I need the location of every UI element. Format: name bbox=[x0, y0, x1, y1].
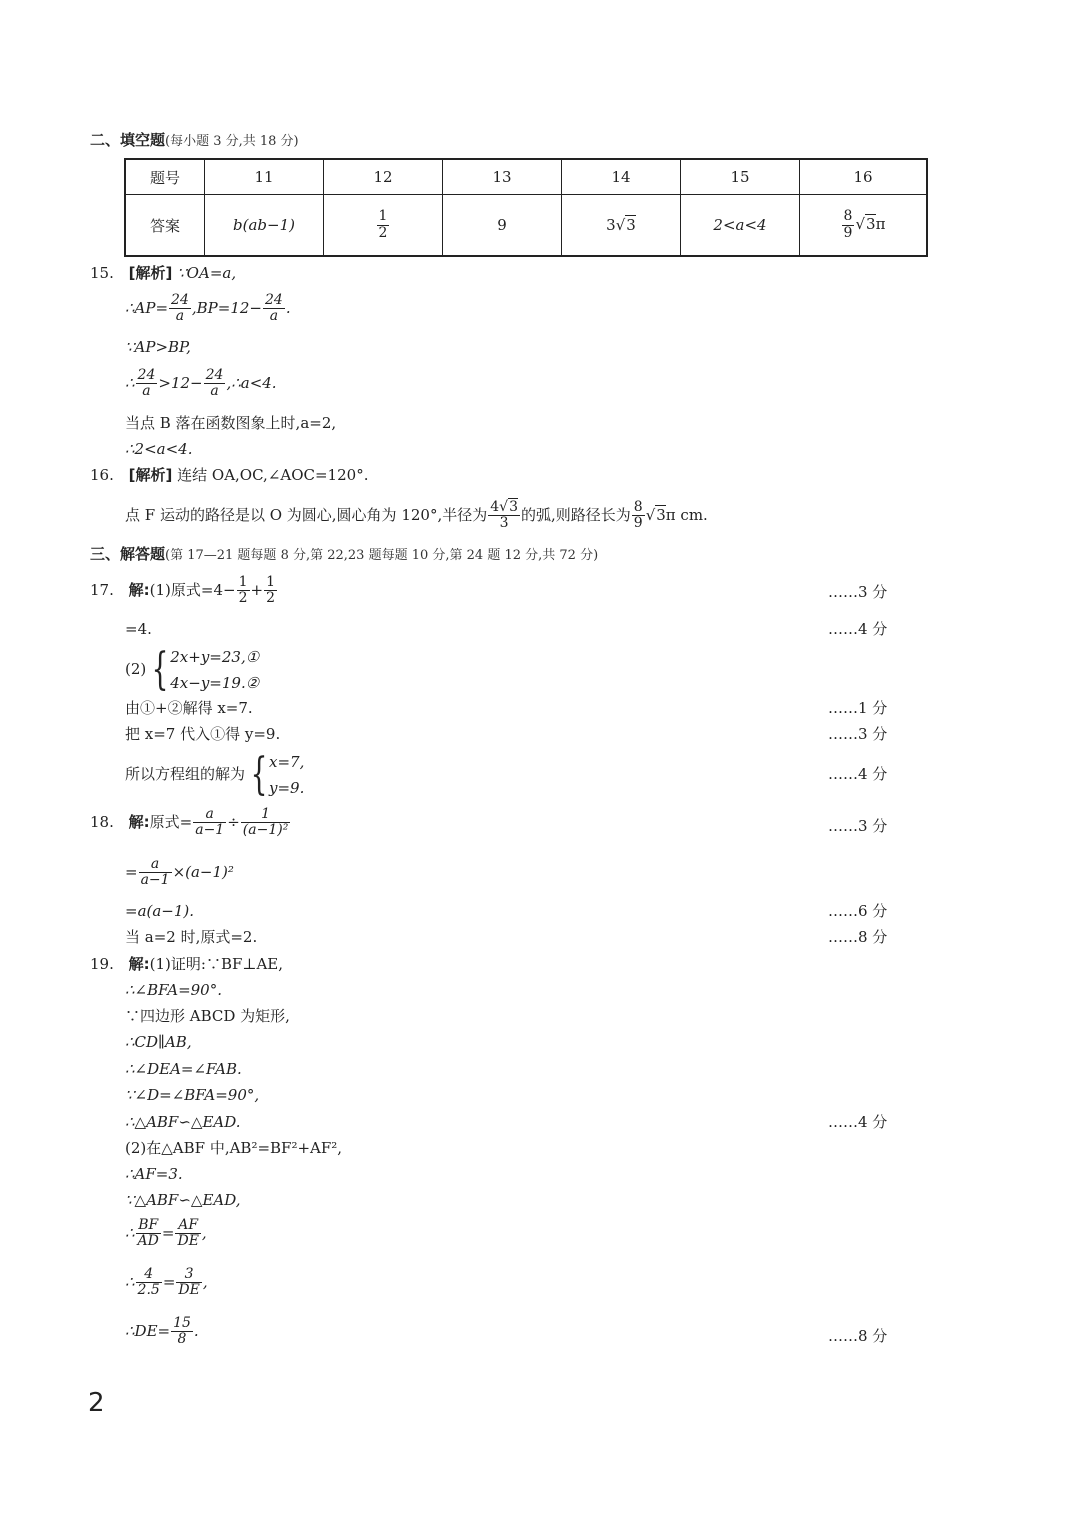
section-3-title: 三、解答题 bbox=[90, 545, 166, 563]
fraction-numerator: 4 bbox=[136, 1267, 162, 1283]
q19-line-3: ∵四边形 ABCD 为矩形, bbox=[125, 1007, 290, 1025]
fraction-denominator: 9 bbox=[633, 515, 643, 532]
answer-table bbox=[124, 158, 928, 257]
fraction-denominator: DE bbox=[178, 1282, 200, 1299]
fraction-denominator: AD bbox=[137, 1233, 159, 1250]
q15-number: 15. bbox=[90, 264, 114, 282]
fraction-numerator: 1 bbox=[241, 807, 291, 823]
q19-l13-c: . bbox=[193, 1321, 199, 1340]
q16-line-2 bbox=[125, 500, 708, 532]
q19-line-9: ∴AF=3. bbox=[125, 1165, 183, 1183]
q18-score-3: ……6 分 bbox=[828, 902, 888, 920]
q19-line-11 bbox=[125, 1218, 207, 1250]
answer-16-radicand: 3 bbox=[866, 215, 876, 233]
q19-score-13: ……8 分 bbox=[828, 1327, 888, 1345]
answer-14-radicand: 3 bbox=[626, 216, 636, 234]
fraction-numerator: 24 bbox=[137, 367, 156, 383]
q19-line-7: ∴△ABF∽△EAD. bbox=[125, 1113, 241, 1131]
q19-line-8: (2)在△ABF 中,AB²=BF²+AF², bbox=[125, 1139, 343, 1157]
q15-line-3: ∵AP>BP, bbox=[125, 338, 191, 356]
fraction-numerator: 8 bbox=[633, 499, 643, 515]
q16-l2-b: 的弧,则路径长为 bbox=[520, 505, 631, 524]
section-3-heading bbox=[90, 547, 598, 562]
fraction-denominator: a−1 bbox=[195, 822, 225, 839]
q18-l2-b: ×(a−1)² bbox=[172, 862, 234, 881]
q15-tag: [解析] bbox=[128, 264, 173, 282]
q17-line-5: 把 x=7 代入①得 y=9. bbox=[125, 725, 281, 743]
q17-l1-b: + bbox=[250, 580, 264, 599]
table-answer-row bbox=[125, 195, 927, 257]
fraction-numerator: 4√3 bbox=[490, 499, 518, 515]
q17-line-2: =4. bbox=[125, 620, 152, 638]
q16-l2-n1a: 4 bbox=[490, 499, 500, 515]
q18-number: 18. bbox=[90, 812, 114, 831]
q15-line-2 bbox=[125, 293, 291, 325]
table-header-15: 15 bbox=[681, 159, 800, 195]
q17-score-5: ……3 分 bbox=[828, 725, 888, 743]
fraction-numerator: 3 bbox=[176, 1267, 201, 1283]
q18-l2-a: = bbox=[125, 862, 138, 881]
q17-part2-label: (2) bbox=[125, 660, 147, 678]
q19-l11-c: , bbox=[201, 1223, 207, 1242]
q17-line-3 bbox=[125, 644, 259, 696]
q15-line-1 bbox=[90, 266, 236, 281]
fraction-denominator: (a−1)² bbox=[242, 822, 289, 839]
table-header-row bbox=[125, 159, 927, 195]
q17-solution-label: 所以方程组的解为 bbox=[125, 765, 246, 783]
q17-score-4: ……1 分 bbox=[828, 699, 888, 717]
q15-l4-a: ∴ bbox=[125, 373, 135, 392]
table-header-13: 13 bbox=[443, 159, 562, 195]
q19-l11-b: = bbox=[161, 1223, 175, 1242]
sqrt-symbol: √ bbox=[645, 505, 656, 524]
q19-l12-a: ∴ bbox=[125, 1272, 135, 1291]
equation-2: 4x−y=19.② bbox=[170, 674, 260, 692]
q16-number: 16. bbox=[90, 466, 114, 484]
q16-line-1 bbox=[90, 468, 368, 483]
q15-line-5: 当点 B 落在函数图象上时,a=2, bbox=[125, 414, 337, 432]
fraction-numerator: AF bbox=[175, 1218, 200, 1234]
q19-lead: 解: bbox=[128, 955, 150, 973]
q15-l4-c: ,∴a<4. bbox=[226, 373, 277, 392]
fraction-denominator: DE bbox=[177, 1233, 199, 1250]
brace-symbol: { bbox=[151, 644, 169, 695]
q19-l11-a: ∴ bbox=[125, 1223, 135, 1242]
q18-score-4: ……8 分 bbox=[828, 928, 888, 946]
fraction-numerator: 24 bbox=[264, 292, 283, 308]
section-3-note: (第 17—21 题每题 8 分,第 22,23 题每题 10 分,第 24 题 12 分,共 72 分) bbox=[165, 548, 599, 563]
q15-line-6: ∴2<a<4. bbox=[125, 440, 193, 458]
page-number: 2 bbox=[88, 1388, 105, 1418]
q18-lead: 解: bbox=[128, 812, 150, 831]
fraction-numerator: 24 bbox=[171, 292, 189, 308]
q19-line-1 bbox=[90, 957, 283, 972]
fraction-numerator: 15 bbox=[173, 1315, 191, 1331]
answer-16-pi: π bbox=[875, 215, 886, 233]
answer-11: b(ab−1) bbox=[205, 195, 324, 257]
sqrt-symbol: √ bbox=[855, 215, 866, 233]
table-header-14: 14 bbox=[562, 159, 681, 195]
equation-system bbox=[170, 644, 259, 696]
q19-l12-b: = bbox=[162, 1272, 176, 1291]
answer-12 bbox=[324, 195, 443, 257]
table-header-12: 12 bbox=[324, 159, 443, 195]
answer-15: 2<a<4 bbox=[681, 195, 800, 257]
fraction-denominator: 2.5 bbox=[137, 1282, 160, 1299]
fraction-denominator: a bbox=[142, 383, 151, 400]
answer-16-numerator: 8 bbox=[843, 208, 853, 225]
q18-score-1: ……3 分 bbox=[828, 817, 888, 835]
q18-l1-a: 原式= bbox=[149, 812, 193, 831]
fraction-denominator: 8 bbox=[177, 1331, 187, 1348]
fraction-denominator: a−1 bbox=[140, 872, 170, 889]
solution-system bbox=[269, 749, 304, 801]
q17-line-4: 由①+②解得 x=7. bbox=[125, 699, 253, 717]
q17-line-6 bbox=[125, 749, 304, 801]
q15-l2-c: . bbox=[285, 298, 291, 317]
q16-l2-c: π cm. bbox=[665, 505, 708, 524]
q17-score-2: ……4 分 bbox=[828, 620, 888, 638]
q17-l1-a: (1)原式=4− bbox=[149, 580, 236, 599]
table-header-11: 11 bbox=[205, 159, 324, 195]
q16-l2-a: 点 F 运动的路径是以 O 为圆心,圆心角为 120°,半径为 bbox=[125, 505, 488, 524]
brace-symbol: { bbox=[250, 749, 268, 800]
q17-line-1 bbox=[90, 575, 278, 607]
q15-l2-a: ∴AP= bbox=[125, 298, 169, 317]
q17-score-6: ……4 分 bbox=[828, 765, 888, 783]
table-header-label: 题号 bbox=[125, 159, 205, 195]
answer-12-numerator: 1 bbox=[378, 208, 388, 225]
q17-score-1: ……3 分 bbox=[828, 583, 888, 601]
fraction-numerator: 1 bbox=[238, 574, 248, 590]
q19-l13-a: ∴DE= bbox=[125, 1321, 171, 1340]
sqrt-symbol: √ bbox=[615, 216, 626, 234]
answer-14 bbox=[562, 195, 681, 257]
q19-line-5: ∴∠DEA=∠FAB. bbox=[125, 1060, 242, 1078]
answer-13: 9 bbox=[443, 195, 562, 257]
equation-1: 2x+y=23,① bbox=[170, 648, 260, 666]
q16-l2-n1r: 3 bbox=[509, 499, 518, 515]
fraction-denominator: a bbox=[269, 308, 279, 325]
fraction-denominator: 2 bbox=[238, 590, 248, 607]
fraction-numerator: 24 bbox=[205, 367, 224, 383]
q17-lead: 解: bbox=[128, 580, 150, 599]
section-2-note: (每小题 3 分,共 18 分) bbox=[165, 134, 299, 149]
q19-number: 19. bbox=[90, 955, 114, 973]
q18-line-2 bbox=[125, 857, 234, 889]
q18-line-3: =a(a−1). bbox=[125, 902, 195, 920]
fraction-denominator: a bbox=[210, 383, 219, 400]
q15-l2-b: ,BP=12− bbox=[191, 298, 262, 317]
solution-y: y=9. bbox=[269, 779, 305, 797]
fraction-numerator: BF bbox=[136, 1218, 161, 1234]
q19-line-4: ∴CD∥AB, bbox=[125, 1033, 192, 1051]
q16-tag: [解析] bbox=[128, 466, 173, 484]
solution-x: x=7, bbox=[269, 753, 305, 771]
q18-l1-b: ÷ bbox=[227, 812, 240, 831]
q19-line-13 bbox=[125, 1316, 199, 1348]
fraction-denominator: 3 bbox=[499, 515, 509, 532]
q15-line-4 bbox=[125, 368, 277, 400]
q15-l4-b: >12− bbox=[158, 373, 203, 392]
fraction-numerator: 1 bbox=[266, 574, 275, 590]
q19-l12-c: , bbox=[202, 1272, 208, 1291]
answer-16-denominator: 9 bbox=[843, 224, 853, 241]
answer-14-coefficient: 3 bbox=[606, 216, 616, 234]
section-2-heading bbox=[90, 133, 299, 148]
table-answer-label: 答案 bbox=[125, 195, 205, 257]
table-header-16: 16 bbox=[800, 159, 928, 195]
q16-l2-r2: 3 bbox=[656, 505, 666, 524]
q15-text-1: ∵OA=a, bbox=[177, 264, 237, 282]
fraction-numerator: a bbox=[139, 857, 172, 873]
q19-line-2: ∴∠BFA=90°. bbox=[125, 981, 222, 999]
q19-line-12 bbox=[125, 1267, 208, 1299]
fraction-denominator: a bbox=[175, 308, 185, 325]
q16-text-1: 连结 OA,OC,∠AOC=120°. bbox=[177, 466, 369, 484]
q18-line-4: 当 a=2 时,原式=2. bbox=[125, 928, 258, 946]
q19-text-1: (1)证明:∵BF⊥AE, bbox=[149, 955, 284, 973]
answer-12-denominator: 2 bbox=[378, 224, 388, 241]
q17-number: 17. bbox=[90, 580, 114, 599]
fraction-numerator: a bbox=[193, 807, 226, 823]
fraction-denominator: 2 bbox=[266, 590, 275, 607]
q18-line-1 bbox=[90, 807, 291, 839]
answer-16 bbox=[800, 195, 928, 257]
q19-line-10: ∵△ABF∽△EAD, bbox=[125, 1191, 241, 1209]
q19-line-6: ∵∠D=∠BFA=90°, bbox=[125, 1086, 260, 1104]
q19-score-7: ……4 分 bbox=[828, 1113, 888, 1131]
section-2-title: 二、填空题 bbox=[90, 131, 166, 149]
